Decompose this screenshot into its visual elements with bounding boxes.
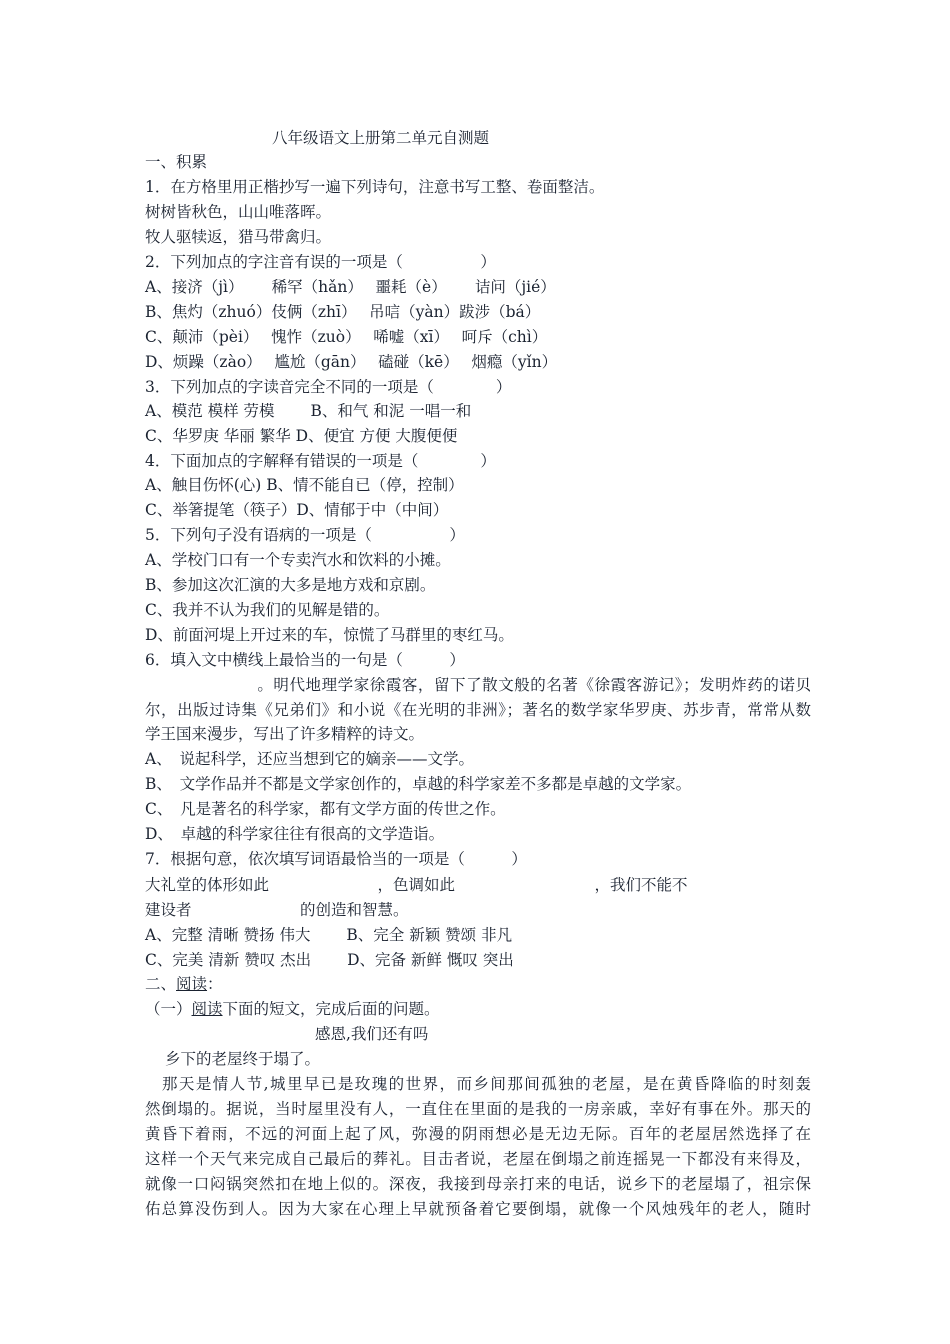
q3-options-ab: A、模范 模样 劳模 B、和气 和泥 一唱一和 (145, 402, 472, 420)
q7-sentence-line-2: 建设者 的创造和智慧。 (145, 901, 409, 919)
page-title: 八年级语文上册第二单元自测题 (272, 129, 490, 147)
q6-option-b: B、 文学作品并不都是文学家创作的，卓越的科学家差不多都是卓越的文学家。 (145, 775, 692, 793)
question-2: 2．下列加点的字注音有误的一项是（ ） (145, 253, 496, 271)
essay-title: 感恩,我们还有吗 (315, 1025, 429, 1043)
q7-options-cd: C、完美 清新 赞叹 杰出 D、完备 新鲜 慨叹 突出 (145, 951, 514, 969)
question-7: 7．根据句意，依次填写词语最恰当的一项是（ ） (145, 850, 527, 868)
q5-option-d: D、前面河堤上开过来的车，惊慌了马群里的枣红马。 (145, 626, 514, 644)
q2-option-a: A、接济（jì） 稀罕（hǎn） 噩耗（è） 诘问（jié） (145, 278, 556, 296)
q6-passage-line-1: 。明代地理学家徐霞客，留下了散文般的名著《徐霞客游记》；发明炸药的诺贝 (145, 676, 811, 694)
reading-link[interactable]: 阅读 (176, 975, 208, 993)
q4-options-cd: C、举箸提笔（筷子）D、情郁于中（中间） (145, 501, 449, 519)
q5-option-a: A、学校门口有一个专卖汽水和饮料的小摊。 (145, 551, 451, 569)
q6-option-c: C、 凡是著名的科学家，都有文学方面的传世之作。 (145, 800, 506, 818)
question-5: 5．下列句子没有语病的一项是（ ） (145, 526, 465, 544)
essay-paragraph-2-line-6: 佑总算没伤到人。因为大家在心理上早就预备着它要倒塌，就像一个风烛残年的老人，随时 (145, 1200, 811, 1218)
q5-option-b: B、参加这次汇演的大多是地方戏和京剧。 (145, 576, 436, 594)
question-1: 1．在方格里用正楷抄写一遍下列诗句，注意书写工整、卷面整洁。 (145, 178, 605, 196)
q2-option-b: B、焦灼（zhuó）伎俩（zhī） 吊唁（yàn）跋涉（bá） (145, 303, 541, 321)
question-4: 4．下面加点的字解释有错误的一项是（ ） (145, 452, 496, 470)
poem-line-1: 树树皆秋色，山山唯落晖。 (145, 203, 332, 221)
q6-passage-line-3: 学王国来漫步，写出了许多精粹的诗文。 (145, 725, 425, 743)
q2-option-c: C、颠沛（pèi） 愧怍（zuò） 唏嘘（xī） 呵斥（chì） (145, 328, 548, 346)
essay-paragraph-1: 乡下的老屋终于塌了。 (165, 1050, 321, 1068)
essay-paragraph-2-line-3: 黄昏下着雨，不远的河面上起了风，弥漫的阴雨想必是无边无际。百年的老屋居然选择了在 (145, 1125, 811, 1143)
q3-options-cd: C、华罗庚 华丽 繁华 D、便宜 方便 大腹便便 (145, 427, 458, 445)
q6-option-d: D、 卓越的科学家往往有很高的文学造诣。 (145, 825, 445, 843)
q6-option-a: A、 说起科学，还应当想到它的嫡亲——文学。 (145, 750, 474, 768)
question-6: 6．填入文中横线上最恰当的一句是（ ） (145, 651, 465, 669)
q6-passage-line-2: 尔，出版过诗集《兄弟们》和小说《在光明的非洲》；著名的数学家华罗庚、苏步青，常常从数 (145, 701, 811, 719)
reading-instruction: （一）阅读下面的短文，完成后面的问题。 (145, 1000, 440, 1018)
q5-option-c: C、我并不认为我们的见解是错的。 (145, 601, 390, 619)
q7-options-ab: A、完整 清晰 赞扬 伟大 B、完全 新颖 赞颂 非凡 (145, 926, 513, 944)
section-heading-1: 一、积累 (145, 153, 208, 171)
essay-paragraph-2-line-2: 然倒塌的。据说，当时屋里没有人，一直住在里面的是我的一房亲戚，幸好有事在外。那天的 (145, 1100, 811, 1118)
q2-option-d: D、烦躁（zào） 尴尬（gān） 磕碰（kē） 烟瘾（yǐn） (145, 353, 558, 371)
section-heading-2: 二、阅读： (145, 975, 223, 993)
essay-paragraph-2-line-5: 就像一口闷锅突然扣在地上似的。深夜，我接到母亲打来的电话，说乡下的老屋塌了，祖宗保 (145, 1175, 811, 1193)
q4-options-ab: A、触目伤怀(心) B、情不能自已（停，控制） (145, 476, 464, 494)
essay-paragraph-2-line-4: 这样一个天气来完成自己最后的葬礼。目击者说，老屋在倒塌之前连摇晃一下都没有来得及， (145, 1150, 811, 1168)
q7-sentence-line-1: 大礼堂的体形如此 ，色调如此 ，我们不能不 (145, 876, 688, 894)
question-3: 3．下列加点的字读音完全不同的一项是（ ） (145, 378, 512, 396)
reading-link-2[interactable]: 阅读 (191, 1000, 223, 1018)
poem-line-2: 牧人驱犊返，猎马带禽归。 (145, 228, 332, 246)
essay-paragraph-2-line-1: 那天是情人节,城里早已是玫瑰的世界，而乡间那间孤独的老屋，是在黄昏降临的时刻轰 (145, 1075, 811, 1093)
